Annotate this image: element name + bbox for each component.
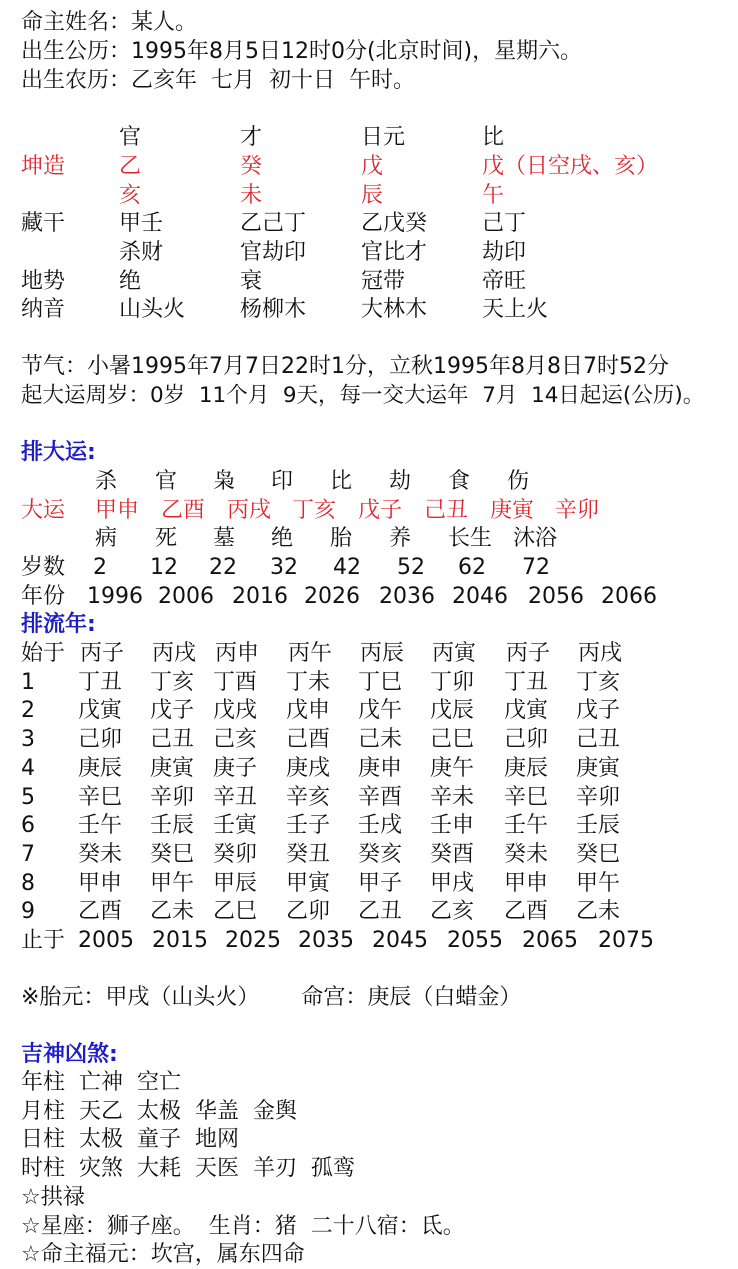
shensha-line: 年柱 亡神 空亡 (21, 1070, 181, 1095)
dayun-god: 食 (448, 469, 471, 494)
dayun-stage: 长生 (448, 526, 493, 551)
dayun-stage: 死 (155, 526, 178, 551)
liunian-cell: 癸酉 (430, 842, 475, 867)
liunian-cell: 己丑 (150, 727, 195, 752)
dayun-year: 2046 (452, 584, 508, 609)
liunian-end-year: 2075 (598, 928, 654, 953)
liunian-cell: 丁丑 (504, 670, 549, 695)
liunian-cell: 辛巳 (78, 785, 123, 810)
taiyuan-minggong-line: ※胎元：甲戌（山头火） 命宫：庚辰（白蜡金） (21, 985, 522, 1010)
nayin-label: 纳音 (21, 297, 66, 322)
dayun-age: 12 (150, 555, 178, 580)
liunian-cell: 戊寅 (504, 698, 549, 723)
liunian-start-cell: 丙辰 (360, 641, 405, 666)
dayun-god: 杀 (95, 469, 118, 494)
hidden-gods-year: 杀财 (119, 240, 164, 265)
dayun-age: 32 (270, 555, 298, 580)
liunian-cell: 乙巳 (213, 899, 258, 924)
liunian-cell: 甲申 (504, 871, 549, 896)
liunian-cell: 丁亥 (576, 670, 621, 695)
liunian-cell: 壬戌 (358, 813, 403, 838)
liunian-row-label: 5 (21, 785, 35, 810)
year-label: 年份 (21, 584, 66, 609)
nayin-day: 大林木 (361, 297, 428, 322)
liunian-row-label: 1 (21, 670, 35, 695)
terrain-month: 衰 (240, 269, 263, 294)
dayun-age: 2 (93, 555, 107, 580)
liunian-row-label: 2 (21, 698, 35, 723)
hidden-stems-label: 藏干 (21, 211, 66, 236)
liunian-cell: 辛丑 (213, 785, 258, 810)
liunian-cell: 庚申 (358, 756, 403, 781)
stem-year: 乙 (119, 154, 142, 179)
liunian-cell: 癸巳 (150, 842, 195, 867)
liunian-end-year: 2035 (298, 928, 354, 953)
qiyun-line: 起大运周岁：0岁 11个月 9天，每一交大运年 7月 14日起运(公历)。 (21, 383, 705, 408)
dayun-ganzhi: 己丑 (424, 498, 469, 523)
liunian-start-cell: 丙戌 (578, 641, 623, 666)
shensha-line: 月柱 天乙 太极 华盖 金舆 (21, 1099, 297, 1124)
hidden-gods-day: 官比才 (361, 240, 428, 265)
shensha-line: ☆拱禄 (21, 1185, 85, 1210)
hidden-stems-year: 甲壬 (119, 211, 164, 236)
liunian-cell: 壬午 (504, 813, 549, 838)
shensha-line: ☆星座：狮子座。 生肖：猪 二十八宿：氐。 (21, 1214, 465, 1239)
terrain-year: 绝 (119, 269, 142, 294)
liunian-cell: 甲午 (150, 871, 195, 896)
dayun-ganzhi: 丁亥 (292, 498, 337, 523)
dayun-label: 大运 (21, 498, 66, 523)
liunian-cell: 戊子 (150, 698, 195, 723)
liunian-cell: 己未 (358, 727, 403, 752)
owner-name-line: 命主姓名：某人。 (21, 10, 198, 35)
liunian-cell: 戊戌 (213, 698, 258, 723)
stem-row-label: 坤造 (21, 154, 66, 179)
liunian-start-cell: 丙戌 (152, 641, 197, 666)
stem-month: 癸 (240, 154, 263, 179)
liunian-cell: 己亥 (213, 727, 258, 752)
liunian-cell: 己巳 (430, 727, 475, 752)
dayun-year: 2006 (158, 584, 214, 609)
liunian-start-cell: 丙午 (288, 641, 333, 666)
terrain-label: 地势 (21, 269, 66, 294)
pillar-god-hour: 比 (482, 125, 505, 150)
liunian-end-year: 2065 (522, 928, 578, 953)
terrain-hour: 帝旺 (482, 269, 527, 294)
liunian-start-cell: 丙子 (506, 641, 551, 666)
liunian-start-cell: 丙寅 (432, 641, 477, 666)
dayun-age: 22 (209, 555, 237, 580)
liunian-cell: 壬午 (78, 813, 123, 838)
liunian-cell: 己卯 (504, 727, 549, 752)
liunian-row-label: 8 (21, 871, 35, 896)
liunian-cell: 乙未 (576, 899, 621, 924)
liunian-cell: 辛酉 (358, 785, 403, 810)
liunian-cell: 癸未 (504, 842, 549, 867)
dayun-ganzhi: 甲申 (95, 498, 140, 523)
liunian-cell: 乙卯 (286, 899, 331, 924)
liunian-cell: 甲午 (576, 871, 621, 896)
shensha-line: 日柱 太极 童子 地网 (21, 1127, 239, 1152)
dayun-god: 枭 (213, 469, 236, 494)
liunian-cell: 壬子 (286, 813, 331, 838)
liunian-cell: 丁酉 (213, 670, 258, 695)
liunian-cell: 庚辰 (78, 756, 123, 781)
dayun-god: 官 (155, 469, 178, 494)
liunian-cell: 庚寅 (576, 756, 621, 781)
liunian-cell: 癸丑 (286, 842, 331, 867)
dayun-year: 2036 (379, 584, 435, 609)
dayun-year: 2016 (232, 584, 288, 609)
liunian-cell: 壬辰 (150, 813, 195, 838)
dayun-ganzhi: 庚寅 (490, 498, 535, 523)
liunian-cell: 壬申 (430, 813, 475, 838)
liunian-cell: 戊辰 (430, 698, 475, 723)
lunar-birth-line: 出生农历：乙亥年 七月 初十日 午时。 (21, 68, 415, 93)
liunian-cell: 庚戌 (286, 756, 331, 781)
liunian-cell: 庚寅 (150, 756, 195, 781)
dayun-age: 62 (458, 555, 486, 580)
liunian-cell: 乙未 (150, 899, 195, 924)
dayun-god: 伤 (507, 469, 530, 494)
liunian-cell: 丁亥 (150, 670, 195, 695)
liunian-start-label: 始于 (21, 641, 66, 666)
liunian-cell: 乙丑 (358, 899, 403, 924)
dayun-year: 2066 (601, 584, 657, 609)
liunian-start-cell: 丙申 (215, 641, 260, 666)
branch-year: 亥 (119, 183, 142, 208)
liunian-cell: 丁丑 (78, 670, 123, 695)
liunian-cell: 辛巳 (504, 785, 549, 810)
liunian-cell: 戊子 (576, 698, 621, 723)
nayin-year: 山头火 (119, 297, 186, 322)
liunian-end-year: 2005 (78, 928, 134, 953)
pillar-god-month: 才 (240, 125, 263, 150)
liunian-end-label: 止于 (21, 928, 66, 953)
dayun-ganzhi: 戊子 (358, 498, 403, 523)
nayin-hour: 天上火 (482, 297, 549, 322)
liunian-cell: 甲子 (358, 871, 403, 896)
dayun-year: 2026 (304, 584, 360, 609)
dayun-stage: 胎 (330, 526, 353, 551)
branch-month: 未 (240, 183, 263, 208)
hidden-stems-month: 乙己丁 (240, 211, 307, 236)
liunian-cell: 乙亥 (430, 899, 475, 924)
liunian-cell: 辛亥 (286, 785, 331, 810)
liunian-cell: 癸亥 (358, 842, 403, 867)
liunian-cell: 甲辰 (213, 871, 258, 896)
liunian-cell: 辛卯 (150, 785, 195, 810)
liunian-cell: 丁巳 (358, 670, 403, 695)
dayun-heading: 排大运: (21, 440, 96, 465)
liunian-cell: 壬辰 (576, 813, 621, 838)
liunian-cell: 己酉 (286, 727, 331, 752)
liunian-row-label: 6 (21, 813, 35, 838)
liunian-cell: 癸卯 (213, 842, 258, 867)
dayun-god: 劫 (389, 469, 412, 494)
liunian-end-year: 2055 (447, 928, 503, 953)
liunian-end-year: 2045 (372, 928, 428, 953)
liunian-cell: 甲寅 (286, 871, 331, 896)
liunian-cell: 甲申 (78, 871, 123, 896)
dayun-ganzhi: 辛卯 (555, 498, 600, 523)
shensha-line: ☆命主福元：坎宫，属东四命 (21, 1242, 305, 1267)
pillar-god-day: 日元 (361, 125, 406, 150)
hidden-gods-hour: 劫印 (482, 240, 527, 265)
dayun-year: 1996 (87, 584, 143, 609)
stem-hour: 戊（日空戌、亥） (482, 154, 659, 179)
liunian-cell: 戊申 (286, 698, 331, 723)
liunian-cell: 乙酉 (504, 899, 549, 924)
nayin-month: 杨柳木 (240, 297, 307, 322)
liunian-cell: 丁未 (286, 670, 331, 695)
dayun-stage: 养 (389, 526, 412, 551)
liunian-row-label: 3 (21, 727, 35, 752)
liunian-cell: 己卯 (78, 727, 123, 752)
liunian-row-label: 7 (21, 842, 35, 867)
liunian-cell: 庚子 (213, 756, 258, 781)
liunian-row-label: 4 (21, 756, 35, 781)
dayun-age: 52 (397, 555, 425, 580)
age-label: 岁数 (21, 555, 66, 580)
liunian-row-label: 9 (21, 899, 35, 924)
terrain-day: 冠带 (361, 269, 406, 294)
dayun-age: 42 (333, 555, 361, 580)
liunian-cell: 戊寅 (78, 698, 123, 723)
shensha-heading: 吉神凶煞: (21, 1042, 118, 1067)
liunian-cell: 甲戌 (430, 871, 475, 896)
dayun-stage: 沐浴 (513, 526, 558, 551)
liunian-cell: 癸巳 (576, 842, 621, 867)
liunian-cell: 辛未 (430, 785, 475, 810)
liunian-cell: 丁卯 (430, 670, 475, 695)
dayun-god: 比 (330, 469, 353, 494)
hidden-gods-month: 官劫印 (240, 240, 307, 265)
dayun-year: 2056 (528, 584, 584, 609)
dayun-ganzhi: 乙酉 (161, 498, 206, 523)
liunian-cell: 辛卯 (576, 785, 621, 810)
liunian-end-year: 2015 (152, 928, 208, 953)
branch-day: 辰 (361, 183, 384, 208)
solar-birth-line: 出生公历：1995年8月5日12时0分(北京时间)，星期六。 (21, 39, 583, 64)
hidden-stems-hour: 己丁 (482, 211, 527, 236)
liunian-cell: 癸未 (78, 842, 123, 867)
dayun-age: 72 (522, 555, 550, 580)
liunian-cell: 庚午 (430, 756, 475, 781)
dayun-god: 印 (271, 469, 294, 494)
stem-day: 戊 (361, 154, 384, 179)
liunian-end-year: 2025 (225, 928, 281, 953)
liunian-cell: 乙酉 (78, 899, 123, 924)
shensha-line: 时柱 灾煞 大耗 天医 羊刃 孤鸾 (21, 1156, 355, 1181)
liunian-cell: 庚辰 (504, 756, 549, 781)
branch-hour: 午 (482, 183, 505, 208)
liunian-cell: 戊午 (358, 698, 403, 723)
liunian-start-cell: 丙子 (80, 641, 125, 666)
dayun-ganzhi: 丙戌 (227, 498, 272, 523)
liunian-heading: 排流年: (21, 612, 96, 637)
pillar-god-year: 官 (119, 125, 142, 150)
jieqi-line: 节气：小暑1995年7月7日22时1分，立秋1995年8月8日7时52分 (21, 354, 669, 379)
liunian-cell: 己丑 (576, 727, 621, 752)
dayun-stage: 绝 (271, 526, 294, 551)
dayun-stage: 墓 (213, 526, 236, 551)
hidden-stems-day: 乙戊癸 (361, 211, 428, 236)
dayun-stage: 病 (95, 526, 118, 551)
liunian-cell: 壬寅 (213, 813, 258, 838)
